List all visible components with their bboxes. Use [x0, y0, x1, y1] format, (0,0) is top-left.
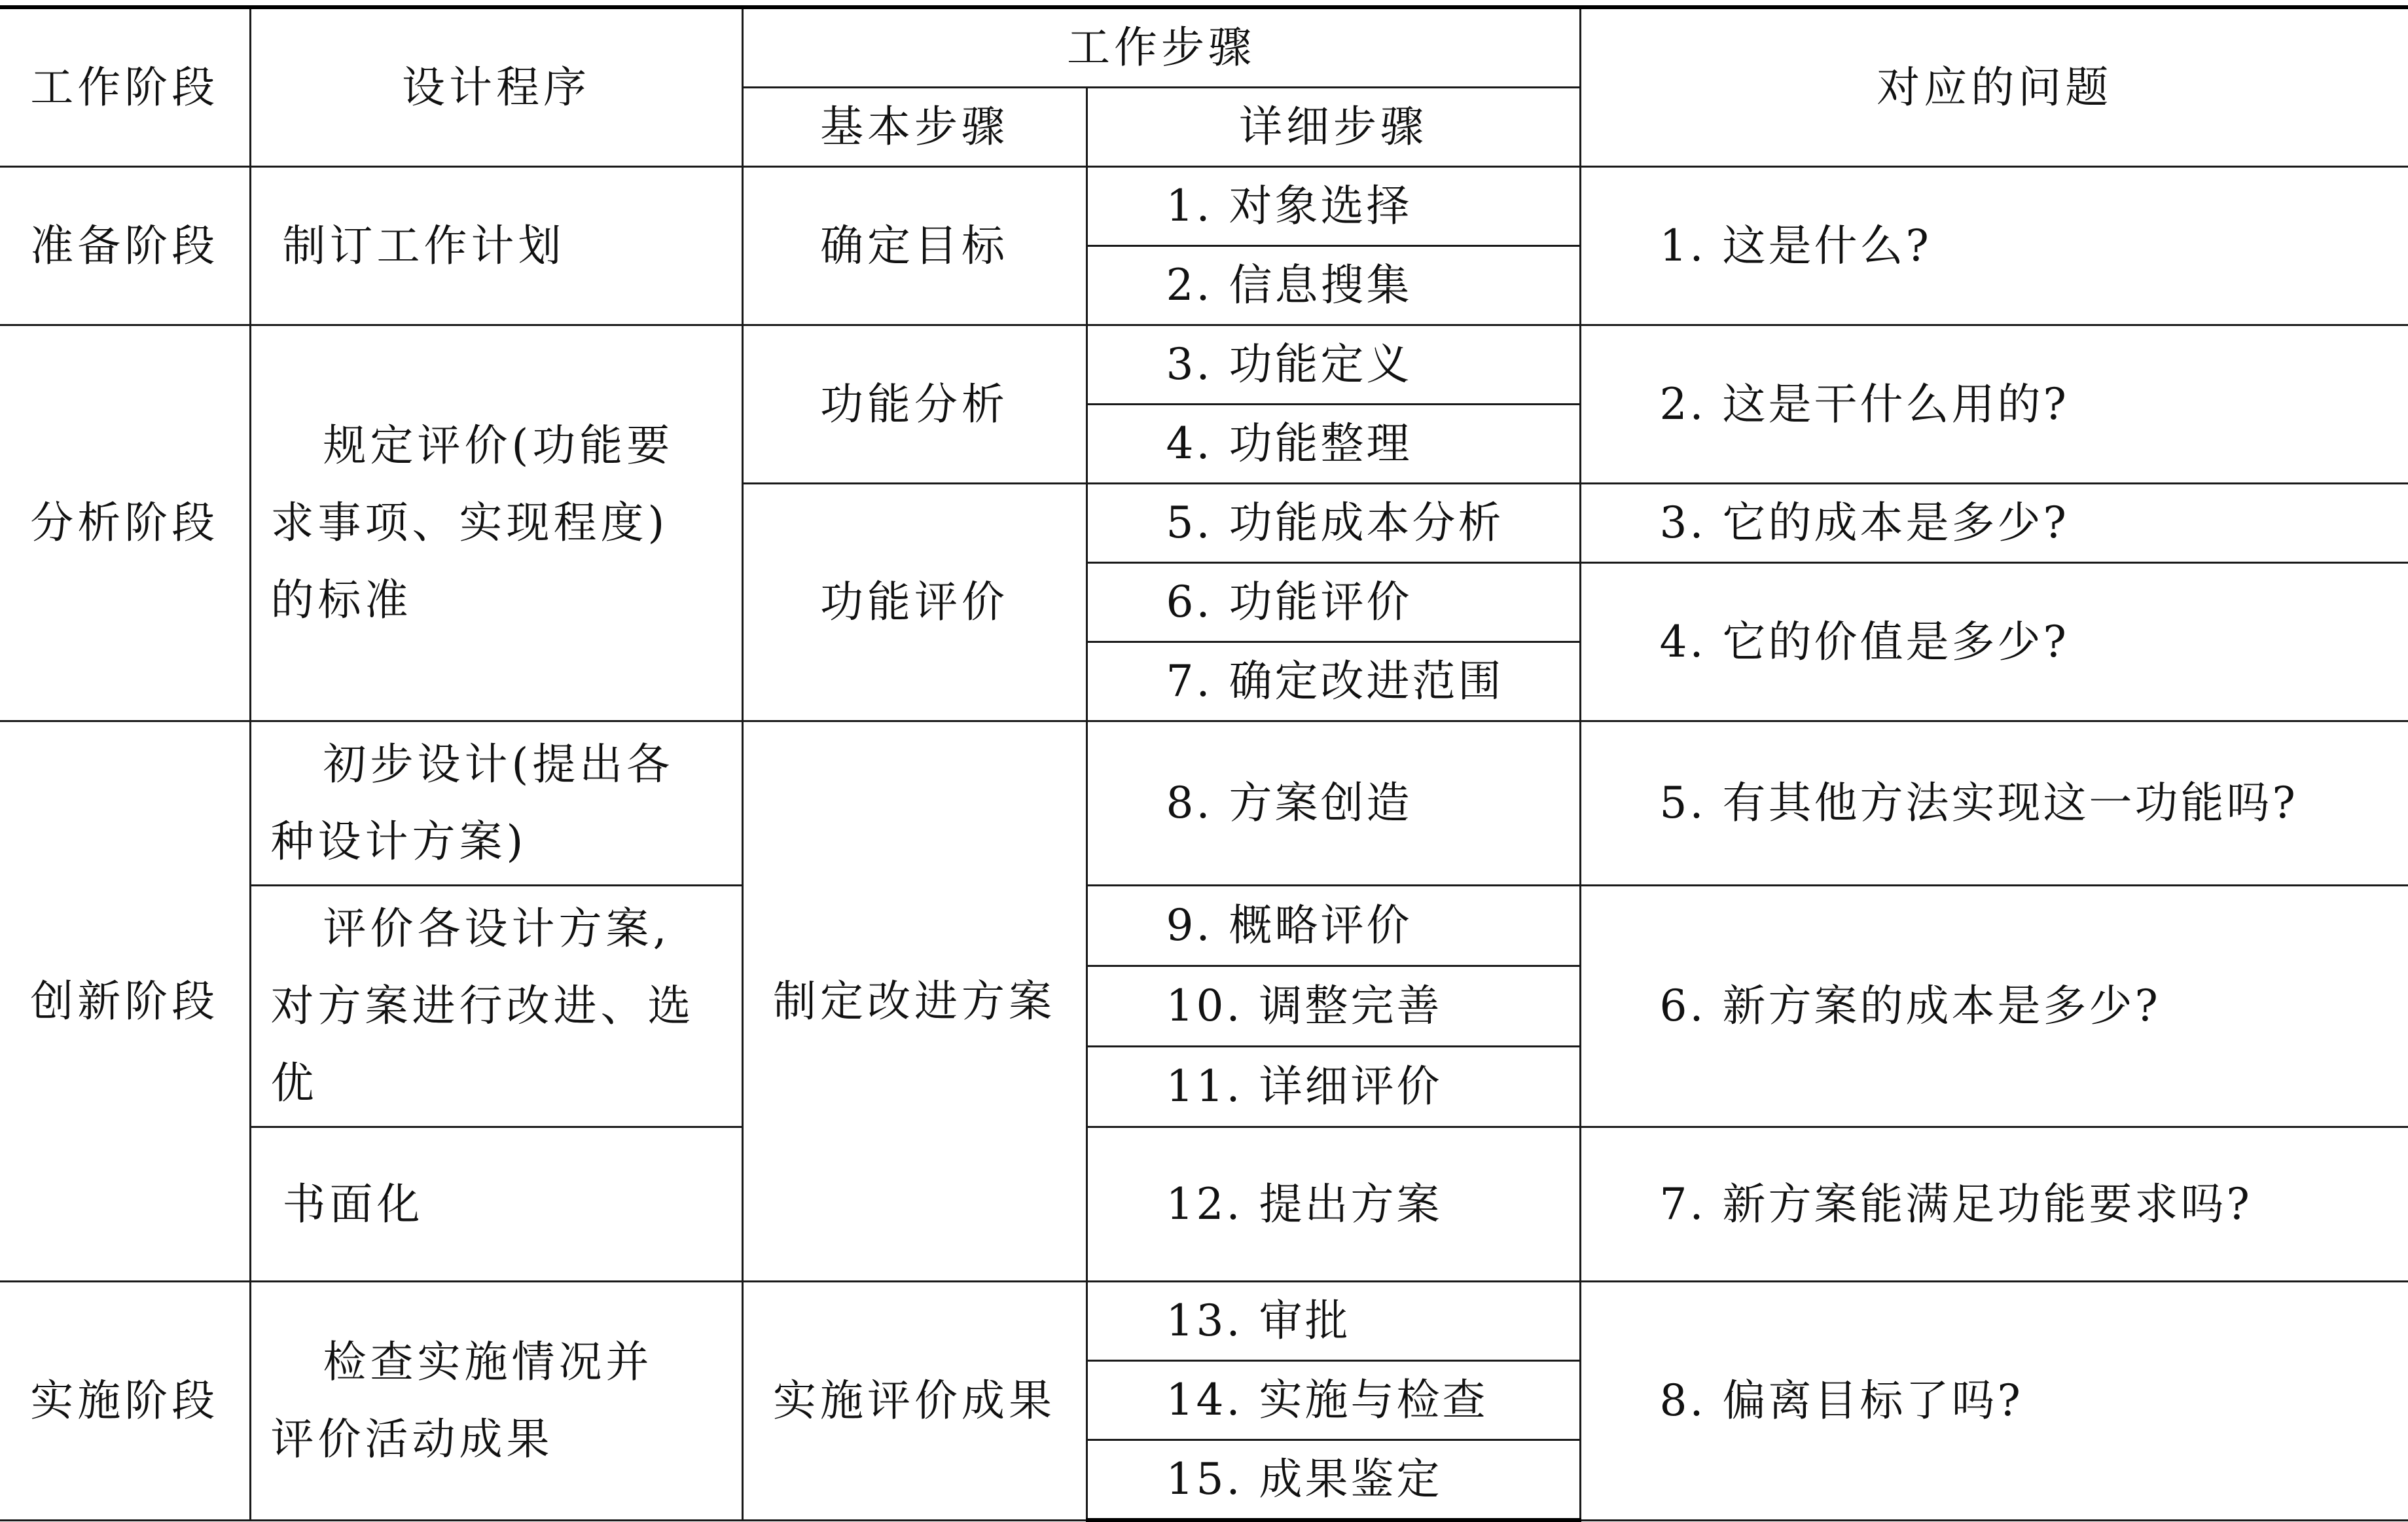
- detail-step-4: 4. 功能整理: [1087, 405, 1580, 484]
- basic-step-improvement-plan: 制定改进方案: [742, 721, 1087, 1282]
- header-question: 对应的问题: [1580, 7, 2408, 167]
- header-detail-steps: 详细步骤: [1087, 88, 1580, 167]
- detail-step-6: 6. 功能评价: [1087, 563, 1580, 642]
- detail-step-9: 9. 概略评价: [1087, 886, 1580, 966]
- detail-step-12: 12. 提出方案: [1087, 1127, 1580, 1282]
- procedure-line: 种设计方案): [270, 816, 528, 867]
- header-steps: 工作步骤: [742, 7, 1580, 88]
- header-basic-steps: 基本步骤: [742, 88, 1087, 167]
- table-row: [0, 325, 2408, 405]
- header-row-1: [0, 7, 2408, 88]
- procedure-line: 评价各设计方案,: [323, 903, 671, 954]
- procedure-line: 规定评价(功能要: [323, 420, 674, 471]
- question-2: 2. 这是干什么用的?: [1580, 325, 2408, 484]
- header-procedure: 设计程序: [250, 7, 742, 167]
- basic-step-goal: 确定目标: [742, 167, 1087, 325]
- procedure-line: 评价活动成果: [270, 1413, 554, 1464]
- procedure-evaluate-designs: [250, 886, 742, 1127]
- procedure-plan: 制订工作计划: [250, 167, 742, 325]
- detail-step-8: 8. 方案创造: [1087, 721, 1580, 886]
- question-5: 5. 有其他方法实现这一功能吗?: [1580, 721, 2408, 886]
- basic-step-function-evaluation: 功能评价: [742, 484, 1087, 721]
- question-1: 1. 这是什么?: [1580, 167, 2408, 325]
- table-row: [0, 167, 2408, 246]
- stage-analysis: 分析阶段: [0, 325, 250, 721]
- work-stage-table: [0, 5, 2408, 1522]
- detail-step-2: 2. 信息搜集: [1087, 246, 1580, 325]
- question-8: 8. 偏离目标了吗?: [1580, 1282, 2408, 1521]
- question-3: 3. 它的成本是多少?: [1580, 484, 2408, 563]
- procedure-line: 初步设计(提出各: [323, 739, 674, 789]
- detail-step-1: 1. 对象选择: [1087, 167, 1580, 246]
- basic-step-implement-results: 实施评价成果: [742, 1282, 1087, 1521]
- procedure-initial-design: [250, 721, 742, 886]
- table-row: [0, 1127, 2408, 1282]
- stage-implement: 实施阶段: [0, 1282, 250, 1521]
- detail-step-11: 11. 详细评价: [1087, 1047, 1580, 1127]
- procedure-evaluation-criteria: [250, 325, 742, 721]
- procedure-check-implementation: [250, 1282, 742, 1521]
- stage-innovation: 创新阶段: [0, 721, 250, 1282]
- question-7: 7. 新方案能满足功能要求吗?: [1580, 1127, 2408, 1282]
- procedure-line: 检查实施情况并: [323, 1336, 653, 1387]
- procedure-written: 书面化: [250, 1127, 742, 1282]
- detail-step-15: 15. 成果鉴定: [1087, 1440, 1580, 1521]
- procedure-line: 对方案进行改进、选: [270, 981, 695, 1031]
- procedure-line: 求事项、实现程度): [270, 498, 669, 548]
- table-row: [0, 1282, 2408, 1361]
- detail-step-14: 14. 实施与检查: [1087, 1361, 1580, 1440]
- question-6: 6. 新方案的成本是多少?: [1580, 886, 2408, 1127]
- procedure-line: 的标准: [270, 575, 412, 625]
- detail-step-10: 10. 调整完善: [1087, 966, 1580, 1047]
- detail-step-13: 13. 审批: [1087, 1282, 1580, 1361]
- basic-step-function-analysis: 功能分析: [742, 325, 1087, 484]
- header-stage: 工作阶段: [0, 7, 250, 167]
- detail-step-7: 7. 确定改进范围: [1087, 642, 1580, 721]
- detail-step-3: 3. 功能定义: [1087, 325, 1580, 405]
- table-row: [0, 721, 2408, 886]
- question-4: 4. 它的价值是多少?: [1580, 563, 2408, 721]
- procedure-line: 优: [270, 1058, 318, 1108]
- stage-prep: 准备阶段: [0, 167, 250, 325]
- detail-step-5: 5. 功能成本分析: [1087, 484, 1580, 563]
- table-row: [0, 886, 2408, 966]
